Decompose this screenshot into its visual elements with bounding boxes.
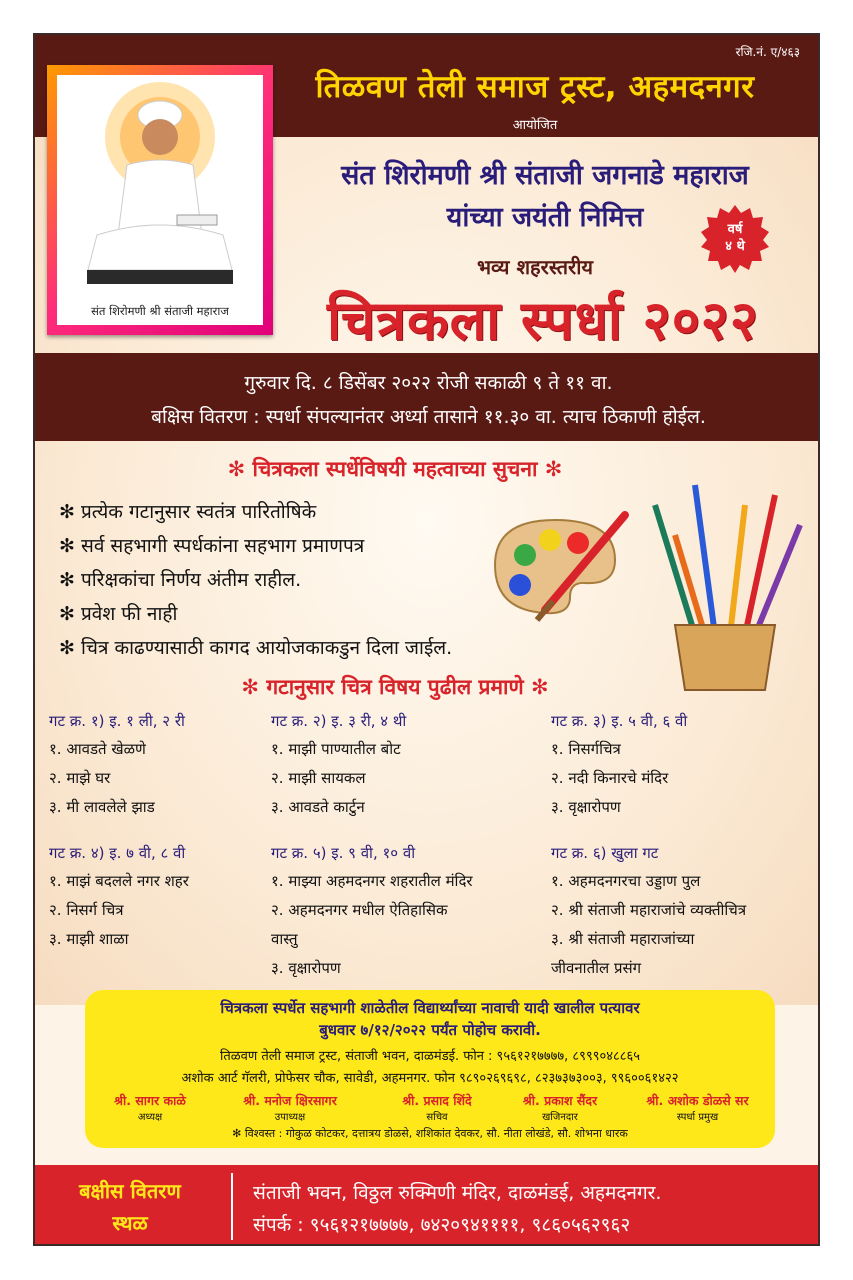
bullet-icon: ✻ — [59, 603, 75, 625]
list-item: ३. आवडते कार्टुन — [271, 798, 365, 816]
officer-role: अध्यक्ष — [137, 1112, 163, 1123]
trust-name: तिळवण तेली समाज ट्रस्ट, अहमदनगर — [315, 69, 755, 105]
officer-name: श्री. अशोक डोळसे सर — [646, 1093, 749, 1108]
officer — [500, 1092, 620, 1123]
officer-name: श्री. प्रसाद शिंदे — [402, 1093, 472, 1108]
officer-role: स्पर्धा प्रमुख — [676, 1112, 719, 1123]
list-item: २. निसर्ग चित्र — [49, 901, 124, 919]
event-dedication-line2: यांच्या जयंती निमित्त — [446, 202, 644, 233]
group-card — [49, 707, 309, 822]
groups-heading: ✻ गटानुसार चित्र विषय पुढील प्रमाणे ✻ — [241, 675, 549, 699]
contact-numbers: संपर्क : ९५६१२१७७७७, ७४२०९४११११, ९८६०५६२९६२ — [253, 1214, 631, 1236]
officer-role: सचिव — [426, 1112, 448, 1123]
prize-venue-label — [35, 1165, 225, 1246]
paint-brushes-icon — [635, 475, 815, 695]
submission-notice — [85, 990, 775, 1148]
list-item: जीवनातील प्रसंग — [551, 959, 642, 977]
list-item: ३. वृक्षारोपण — [271, 959, 341, 977]
group-title: गट क्र. ३) इ. ५ वी, ६ वी — [551, 712, 688, 730]
officer-name: श्री. प्रकाश सैंदर — [522, 1093, 598, 1108]
list-item: १. माझं बदलले नगर शहर — [49, 872, 189, 890]
list-item: १. माझ्या अहमदनगर शहरातील मंदिर — [271, 872, 473, 890]
list-item: ✻ परिक्षकांचा निर्णय अंतीम राहील. — [59, 569, 302, 591]
list-item: ✻ प्रवेश फी नाही — [59, 603, 178, 625]
list-item: ३. श्री संताजी महाराजांच्या — [551, 930, 695, 948]
poster — [33, 33, 820, 1246]
list-item: २. नदी किनारचे मंदिर — [551, 769, 669, 787]
list-item: ३. वृक्षारोपण — [551, 798, 621, 816]
group-title: गट क्र. १) इ. १ ली, २ री — [49, 712, 185, 730]
list-item: २. श्री संताजी महाराजांचे व्यक्तीचित्र — [551, 901, 747, 919]
bullet-icon: ✻ — [59, 535, 75, 557]
instructions-heading: ✻ चित्रकला स्पर्धेविषयी महत्वाच्या सुचना ✻ — [227, 457, 563, 481]
group-title: गट क्र. ५) इ. ९ वी, १० वी — [271, 844, 416, 862]
portrait-caption: संत शिरोमणी श्री संताजी महाराज — [91, 304, 229, 318]
address-trust: तिळवण तेली समाज ट्रस्ट, संताजी भवन, दाळमंडई. फोन : ९५६१२१७७७७, ८९९९०४८८६५ — [219, 1049, 641, 1064]
officer — [377, 1092, 497, 1123]
group-title: गट क्र. ४) इ. ७ वी, ८ वी — [49, 844, 186, 862]
event-dedication-line1: संत शिरोमणी श्री संताजी जगनाडे महाराज — [341, 160, 749, 191]
list-item: वास्तु — [271, 930, 298, 948]
group-card — [271, 707, 531, 822]
list-item: २. माझी सायकल — [271, 769, 366, 787]
list-item: ✻ सर्व सहभागी स्पर्धकांना सहभाग प्रमाणपत्र — [59, 535, 365, 557]
officer-role: उपाध्यक्ष — [274, 1112, 306, 1123]
list-item: १. माझी पाण्यातील बोट — [271, 740, 401, 758]
group-title: गट क्र. २) इ. ३ री, ४ थी — [271, 712, 407, 730]
group-card — [271, 839, 531, 983]
list-item: २. अहमदनगर मधील ऐतिहासिक — [271, 901, 448, 919]
officer — [625, 1092, 770, 1123]
saint-portrait — [57, 75, 263, 325]
list-item: ✻ प्रत्येक गटानुसार स्वतंत्र पारितोषिके — [59, 501, 317, 523]
year-badge — [701, 221, 769, 255]
group-title: गट क्र. ६) खुला गट — [551, 844, 659, 862]
bullet-icon: ✻ — [59, 637, 75, 659]
address-gallery: अशोक आर्ट गॅलरी, प्रोफेसर चौक, सावेडी, अहमनगर. फोन ९८९०२६९६९८, ८२३७३७३००३, ९९६००६१४२२ — [181, 1071, 679, 1086]
notice-line1: चित्रकला स्पर्धेत सहभागी शाळेतील विद्यार्थ्यांच्या नावाची यादी खालील पत्यावर — [220, 999, 640, 1017]
officer — [95, 1092, 205, 1123]
list-item: ३. माझी शाळा — [49, 930, 129, 948]
badge-line1: वर्ष — [727, 222, 743, 237]
date-line: गुरुवार दि. ८ डिसेंबर २०२२ रोजी सकाळी ९ ते ११ वा. — [244, 372, 613, 394]
footer-divider — [231, 1173, 233, 1240]
officer-name: श्री. सागर काळे — [114, 1093, 186, 1108]
prize-distribution-line: बक्षिस वितरण : स्पर्धा संपल्यानंतर अर्ध्या तासाने ११.३० वा. त्याच ठिकाणी होईल. — [151, 406, 706, 428]
list-item: १. आवडते खेळणे — [49, 740, 146, 758]
prize-venue-label-line2: स्थळ — [112, 1211, 148, 1235]
group-card — [49, 839, 309, 954]
officer-name: श्री. मनोज क्षिरसागर — [243, 1093, 337, 1108]
trustees-line: ✻ विश्वस्त : गोकुळ कोटकर, दत्तात्रय डोळसे, शशिकांत देवकर, सौ. नीता लोखंडे, सौ. शोभना धारक — [232, 1127, 628, 1140]
notice-line2: बुधवार ७/१२/२०२२ पर्यंत पोहोच करावी. — [319, 1021, 541, 1039]
list-item: १. अहमदनगरचा उड्डाण पुल — [551, 872, 701, 890]
event-title: चित्रकला स्पर्धा २०२२ — [327, 289, 759, 352]
list-item: २. माझे घर — [49, 769, 111, 787]
group-card — [551, 839, 811, 983]
officer — [210, 1092, 370, 1123]
footer-band — [35, 1165, 820, 1246]
officer-role: खजिनदार — [542, 1112, 578, 1123]
prize-venue-label-line1: बक्षीस वितरण — [79, 1179, 181, 1203]
badge-line2: ४ थे — [725, 239, 745, 254]
venue-address: संताजी भवन, विठ्ठल रुक्मिणी मंदिर, दाळमंडई, अहमदनगर. — [253, 1182, 662, 1204]
paint-palette-icon — [475, 505, 635, 625]
list-item: ३. मी लावलेले झाड — [49, 798, 155, 816]
bullet-icon: ✻ — [59, 501, 75, 523]
bullet-icon: ✻ — [59, 569, 75, 591]
registration-number: रजि.नं. ए/४६३ — [735, 45, 800, 59]
event-subtitle: भव्य शहरस्तरीय — [476, 255, 593, 279]
list-item: ✻ चित्र काढण्यासाठी कागद आयोजकाकडुन दिला जाईल. — [59, 637, 453, 659]
group-card — [551, 707, 811, 822]
saint-illustration-icon — [57, 75, 263, 295]
saint-portrait-frame — [47, 65, 273, 335]
organized-by-label: आयोजित — [512, 118, 558, 133]
list-item: १. निसर्गचित्र — [551, 740, 621, 758]
